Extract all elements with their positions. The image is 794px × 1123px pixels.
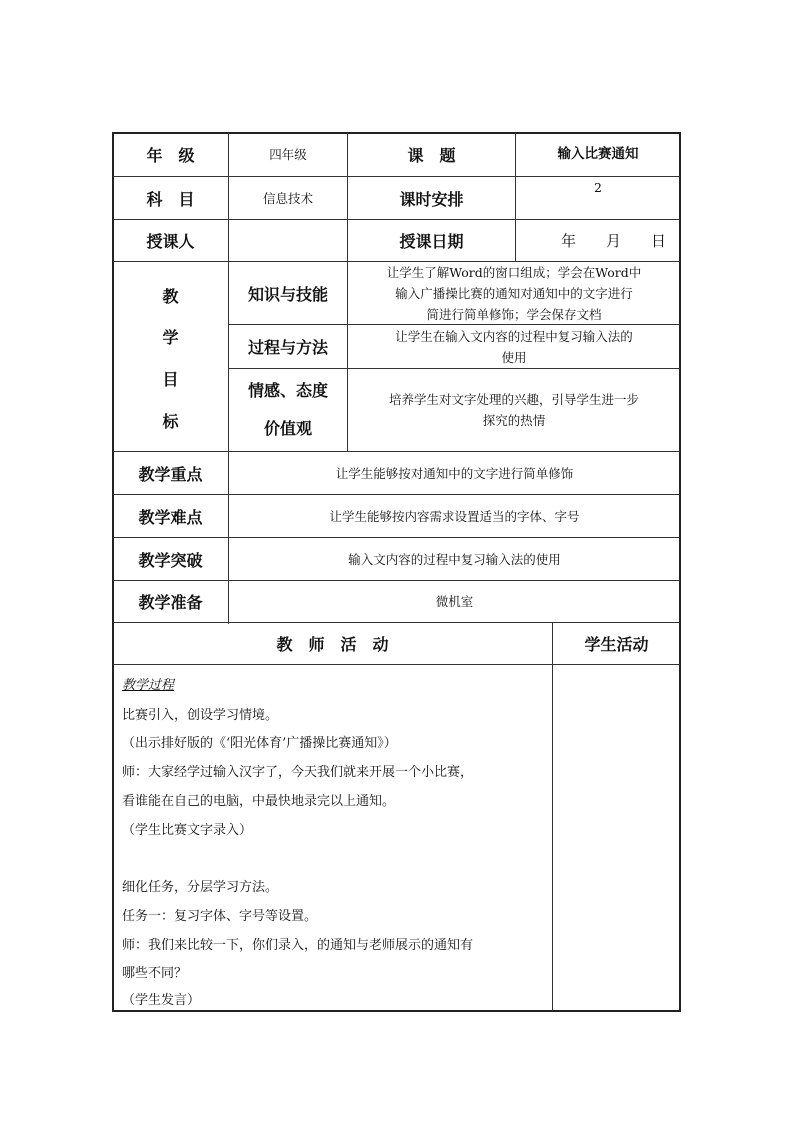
grade-value: 四年级 (269, 147, 307, 162)
date-label: 授课日期 (399, 232, 464, 251)
difficulty-label: 教学难点 (138, 507, 203, 527)
topic-label: 课 题 (407, 146, 456, 165)
process-line: 任务一：复习字体、字号等设置。 (122, 909, 318, 924)
process-line: 师：大家经学过输入汉字了，今天我们就来开展一个小比赛， (122, 765, 474, 780)
teacher-label: 授课人 (146, 232, 195, 251)
attitude-values-label-line: 情感、态度 (247, 381, 328, 400)
objectives-label (113, 262, 228, 451)
process-line: 师：我们来比较一下，你们录入，的通知与老师展示的通知有 (122, 938, 474, 953)
process-line: 比赛引入，创设学习情境。 (122, 708, 279, 723)
process-line: （出示排好版的《‘阳光体育’广播操比赛通知》） (122, 736, 397, 751)
preparation-label: 教学准备 (138, 593, 203, 612)
hours-value: 2 (594, 180, 602, 195)
preparation-value: 微机室 (435, 594, 474, 609)
objective-line: 让学生在输入文内容的过程中复习输入法的 (395, 328, 633, 344)
objective-line: 使用 (501, 349, 527, 365)
teacher-value (229, 220, 347, 261)
subject-value: 信息技术 (262, 190, 313, 206)
teacher-activity-header: 教 师 活 动 (276, 635, 389, 654)
student-activity-header: 学生活动 (584, 635, 649, 654)
objectives-label-char: 教 (162, 287, 179, 306)
process-line: （学生发言） (122, 993, 201, 1008)
process-line: 哪些不同？ (122, 966, 188, 981)
process-line: 细化任务，分层学习方法。 (122, 880, 279, 895)
hours-label: 课时安排 (399, 189, 464, 209)
topic-value: 输入比赛通知 (557, 146, 639, 162)
process-title: 教学过程 (122, 678, 175, 693)
subject-label: 科 目 (146, 189, 195, 209)
date-value: 年 月 日 (560, 232, 666, 250)
objective-line: 简进行简单修饰；学会保存文档 (426, 306, 602, 322)
process-line: 看谁能在自己的电脑，中最快地录完以上通知。 (122, 794, 396, 809)
objective-line: 输入广播操比赛的通知对通知中的文字进行 (395, 285, 633, 301)
attitude-values-text (348, 369, 680, 451)
objectives-label-char: 学 (162, 328, 179, 347)
objectives-label-char: 目 (162, 370, 179, 389)
attitude-values-label (229, 369, 347, 451)
key-point-label: 教学重点 (138, 464, 203, 484)
column-divider (552, 622, 553, 1011)
process-line: （学生比赛文字录入） (122, 823, 253, 838)
attitude-values-label-line: 价值观 (263, 419, 312, 438)
key-point-value: 让学生能够按对通知中的文字进行简单修饰 (335, 465, 574, 481)
breakthrough-label: 教学突破 (138, 550, 203, 570)
process-method-label: 过程与方法 (247, 338, 328, 357)
grade-label: 年 级 (146, 146, 195, 165)
breakthrough-value: 输入文内容的过程中复习输入法的使用 (348, 551, 561, 567)
row-divider (113, 664, 680, 665)
knowledge-skills-text (348, 262, 680, 324)
objective-line: 让学生了解Word的窗口组成；学会在Word中 (386, 264, 642, 280)
objective-line: 培养学生对文字处理的兴趣，引导学生进一步 (388, 392, 639, 407)
process-method-text (348, 325, 680, 368)
objectives-label-char: 标 (162, 412, 179, 431)
knowledge-skills-label: 知识与技能 (247, 284, 328, 304)
difficulty-value: 让学生能够按内容需求设置适当的字体、字号 (329, 508, 580, 524)
objective-line: 探究的热情 (482, 413, 546, 428)
